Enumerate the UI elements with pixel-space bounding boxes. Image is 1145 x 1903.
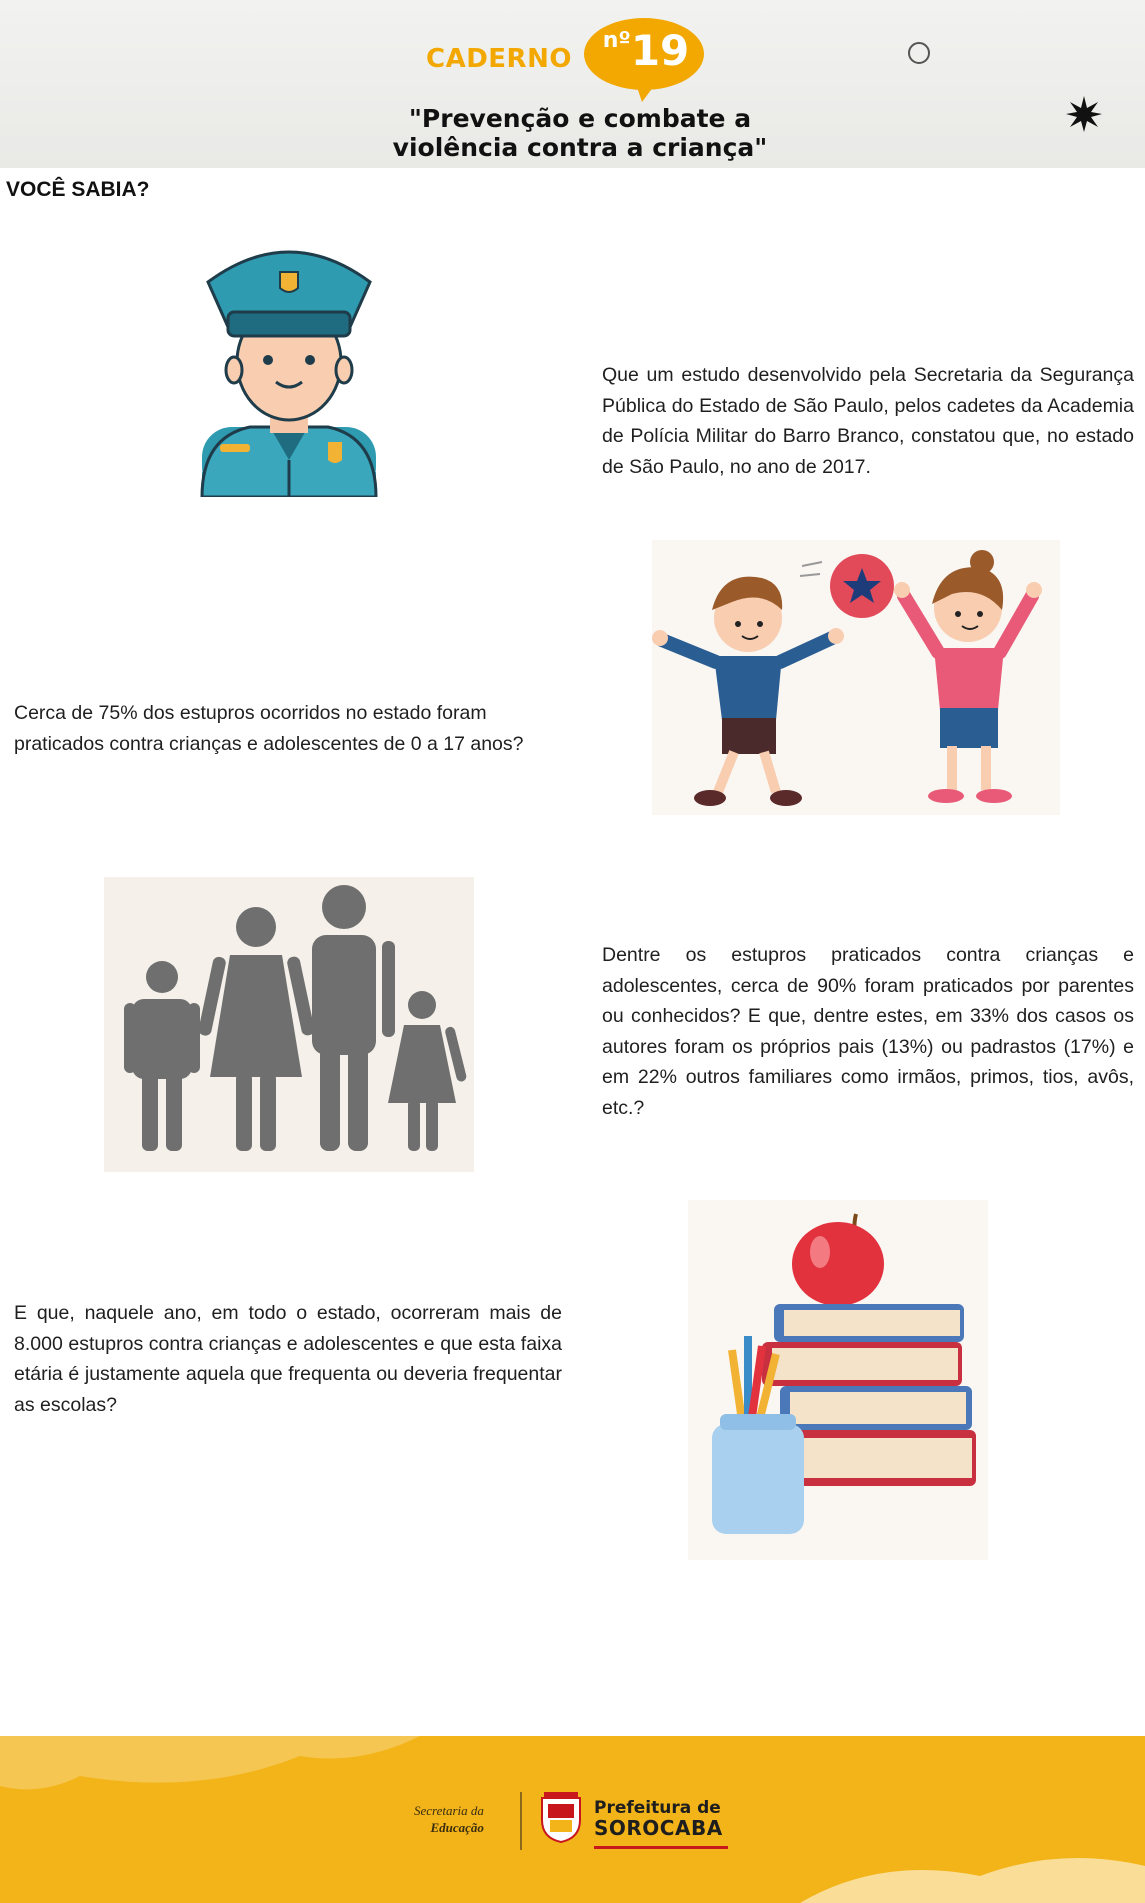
family-silhouette-icon [104,877,474,1172]
logo-divider [520,1792,522,1850]
circle-icon [908,42,930,64]
footer-banner [0,1736,1145,1903]
page-subtitle [360,104,800,162]
subtitle-line-2: violência contra a criança" [392,133,768,162]
header-banner [0,0,1145,168]
prefeitura-line-1: Prefeitura de [594,1798,721,1818]
section-title: VOCÊ SABIA? [6,178,150,201]
books-apple-pencils-icon [688,1200,988,1560]
subtitle-line-1: "Prevenção e combate a [408,104,752,133]
fact-paragraph-1: Que um estudo desenvolvido pela Secretaria da Segurança Pública do Estado de São Paulo, pelos cadetes da Academia de Polícia Militar do Barro Branco, constatou que, no estado de São Paulo, no ano de 2017. [602,364,1134,478]
starburst-icon [1066,96,1102,132]
number-value: 19 [630,26,690,75]
fact-paragraph-4: E que, naquele ano, em todo o estado, ocorreram mais de 8.000 estupros contra crianças e adolescentes e que esta faixa etária é justamente aquela que frequenta ou deveria frequentar as escolas? [14,1302,562,1416]
caderno-number [596,26,696,75]
secretaria-line-1: Secretaria da [414,1803,484,1818]
prefeitura-line-2: SOROCABA [594,1816,723,1840]
fact-paragraph-3: Dentre os estupros praticados contra crianças e adolescentes, cerca de 90% foram praticados por parentes ou conhecidos? E que, dentre estes, em 33% dos casos os autores foram os próprios pais (13%) ou padrastos (17%) e em 22% outros familiares como irmãos, primos, tios, avôs, etc.? [602,944,1134,1119]
caderno-label: CADERNO [426,44,572,74]
city-crest-icon [536,1790,586,1844]
police-officer-icon [200,232,378,497]
secretaria-line-2: Educação [430,1820,484,1835]
number-prefix: nº [602,28,631,53]
fact-paragraph-2: Cerca de 75% dos estupros ocorridos no estado foram praticados contra crianças e adolescentes de 0 a 17 anos? [14,702,524,755]
secretaria-logo [414,1802,484,1836]
children-playing-ball-icon [652,540,1060,815]
prefeitura-logo [594,1798,723,1838]
prefeitura-underline [594,1846,728,1849]
